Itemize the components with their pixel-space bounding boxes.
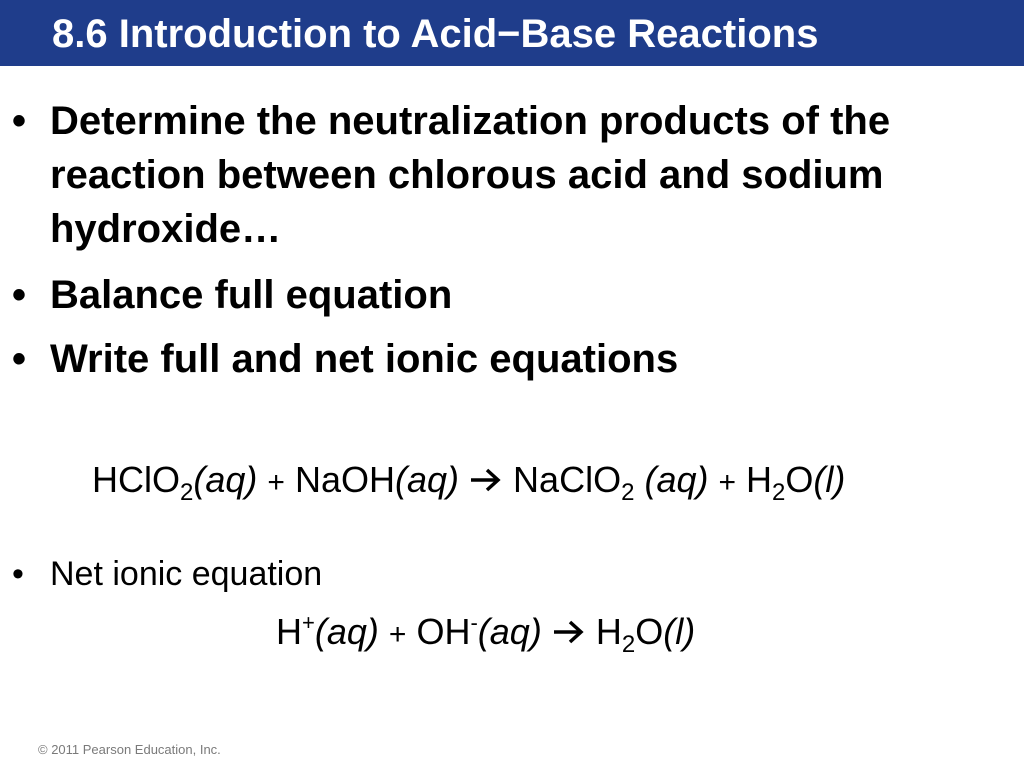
superscript: -: [470, 610, 478, 635]
subscript: 2: [180, 479, 194, 506]
plus-sign: +: [718, 466, 737, 499]
subscript: 2: [621, 479, 635, 506]
copyright-footer: © 2011 Pearson Education, Inc.: [38, 742, 221, 757]
bullet-item-balance: Balance full equation: [50, 273, 453, 317]
state-label: (aq): [394, 459, 460, 500]
plus-sign: +: [267, 466, 285, 499]
superscript: +: [302, 610, 315, 635]
plus-sign: +: [388, 618, 407, 651]
product-water-h: H: [746, 459, 773, 500]
state-label: (aq): [644, 459, 709, 500]
subscript: 2: [621, 631, 636, 658]
product-water-h: H: [595, 611, 622, 652]
bullet-item-determine: Determine the neutralization products of the reaction between chlorous acid and sodium hydroxide…: [50, 99, 891, 251]
bullet-marker: •: [12, 337, 27, 381]
state-label: (l): [813, 459, 846, 500]
hydroxide-ion: OH: [416, 611, 471, 652]
bullet-marker: •: [12, 99, 27, 143]
state-label: (aq): [314, 611, 379, 652]
hydrogen-ion: H: [276, 611, 302, 652]
state-label: (aq): [193, 459, 258, 500]
state-label: (aq): [477, 611, 542, 652]
net-ionic-label: Net ionic equation: [50, 555, 323, 593]
reactant-sodium-hydroxide: NaOH: [294, 459, 395, 500]
net-ionic-equation: [276, 610, 695, 657]
title-bar: [0, 0, 1024, 66]
product-sodium-chlorite: NaClO: [513, 459, 622, 500]
full-equation: [92, 458, 845, 505]
bullet-item-write: Write full and net ionic equations: [50, 337, 679, 381]
state-label: (l): [663, 611, 696, 652]
subscript: 2: [772, 479, 786, 506]
reactant-chlorous-acid: HClO: [92, 459, 180, 500]
reaction-arrow-icon: [469, 465, 503, 495]
slide-title: 8.6 Introduction to Acid−Base Reactions: [52, 12, 819, 56]
product-water-o: O: [635, 611, 664, 652]
bullet-marker: •: [12, 273, 27, 317]
bullet-marker: •: [12, 555, 24, 593]
reaction-arrow-icon: [552, 617, 586, 647]
product-water-o: O: [785, 459, 814, 500]
